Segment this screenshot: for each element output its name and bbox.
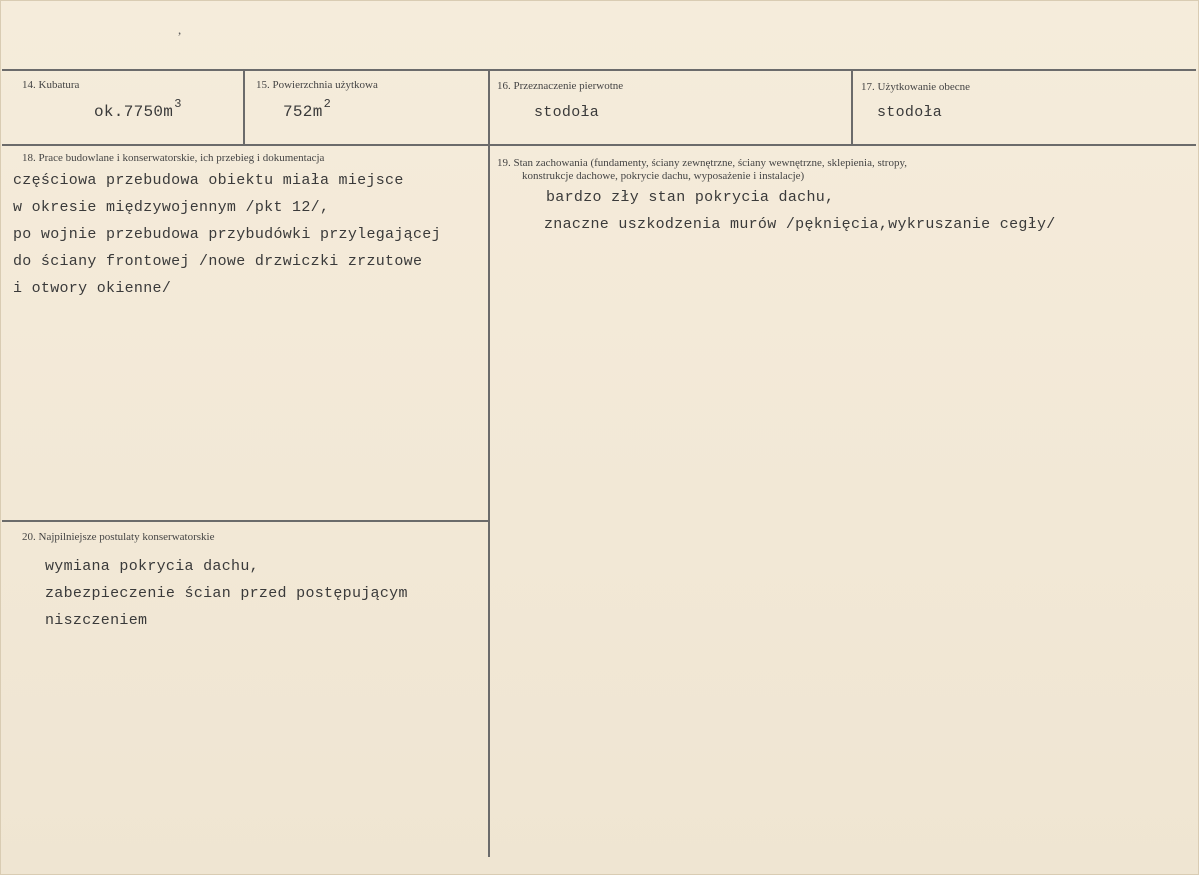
field18-line: po wojnie przebudowa przybudówki przylegającej: [13, 226, 441, 243]
field18-text: [13, 167, 441, 302]
field14-value-sup: 3: [174, 97, 182, 111]
field14-value-text: ok.7750m: [94, 103, 174, 121]
field16-label: 16. Przeznaczenie pierwotne: [497, 80, 624, 92]
field17-value: stodoła: [877, 104, 943, 121]
top-rule: [2, 69, 1196, 71]
field19-line: znaczne uszkodzenia murów /pęknięcia,wykruszanie cegły/: [544, 216, 1056, 233]
field14-value: [94, 97, 182, 121]
field20-line: zabezpieczenie ścian przed postępującym: [45, 585, 408, 602]
field18-label: 18. Prace budowlane i konserwatorskie, ich przebieg i dokumentacja: [22, 152, 325, 164]
field14-label: 14. Kubatura: [22, 79, 80, 91]
field19-label-line1: 19. Stan zachowania (fundamenty, ściany zewnętrzne, ściany wewnętrzne, sklepienia, stropy,: [497, 157, 908, 169]
field19-label-line2: konstrukcje dachowe, pokrycie dachu, wyposażenie i instalacje): [522, 170, 805, 182]
divider-15-16: [488, 69, 490, 857]
field18-line: w okresie międzywojennym /pkt 12/,: [13, 199, 330, 216]
field18-line: i otwory okienne/: [13, 280, 172, 297]
field16-value: stodoła: [534, 104, 600, 121]
field20-top-rule: [2, 520, 489, 522]
field15-label: 15. Powierzchnia użytkowa: [256, 79, 378, 91]
field17-label: 17. Użytkowanie obecne: [861, 81, 971, 93]
field15-value-text: 752m: [283, 103, 323, 121]
field20-line: niszczeniem: [45, 612, 148, 629]
top-comma-mark: ,: [178, 22, 182, 37]
field18-line: częściowa przebudowa obiektu miała miejsce: [13, 172, 404, 189]
divider-14-15: [243, 69, 245, 146]
field18-line: do ściany frontowej /nowe drzwiczki zrzutowe: [13, 253, 423, 270]
field15-value-sup: 2: [323, 97, 332, 111]
field19-line: bardzo zły stan pokrycia dachu,: [546, 189, 835, 206]
field19-text: [546, 184, 1056, 238]
field20-line: wymiana pokrycia dachu,: [45, 558, 259, 575]
field15-value: [283, 97, 332, 121]
row1-bottom-rule: [2, 144, 1196, 146]
divider-16-17: [851, 69, 853, 146]
field20-text: [45, 553, 408, 634]
field20-label: 20. Najpilniejsze postulaty konserwatorskie: [22, 531, 215, 543]
